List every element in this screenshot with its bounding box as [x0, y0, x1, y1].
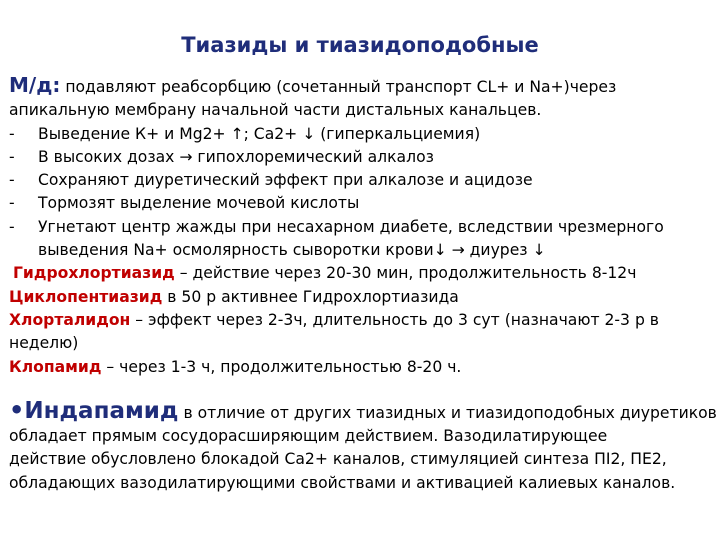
- dash-marker: -: [9, 194, 15, 213]
- drug-name: Гидрохлортиазид: [13, 264, 175, 283]
- drug-name: Клопамид: [9, 357, 102, 376]
- effect-item-5: [9, 216, 709, 239]
- effect-text-5: Угнетают центр жажды при несахарном диабете, вследствии чрезмерного: [38, 217, 664, 236]
- effect-item-1: [9, 123, 709, 146]
- drug-description: в 50 р активнее Гидрохлортиазида: [162, 287, 459, 306]
- effect-text-4: Тормозят выделение мочевой кислоты: [38, 194, 360, 213]
- effect-text-2: В высоких дозах → гипохлоремический алкалоз: [38, 147, 434, 166]
- slide-title: Тиазиды и тиазидоподобные: [181, 33, 539, 57]
- dash-marker: -: [9, 124, 15, 143]
- dash-marker: -: [9, 217, 15, 236]
- indapamide-line-3: действие обусловлено блокадой Ca2+ каналов, стимуляцией синтеза ПI2, ПЕ2,: [9, 450, 667, 469]
- indapamide-text-1: в отличие от других тиазидных и тиазидоподобных диуретиков: [178, 403, 717, 422]
- indapamide-line-4: обладающих вазодилатирующими свойствами и активацией калиевых каналов.: [9, 473, 676, 492]
- drug-name: Циклопентиазид: [9, 287, 163, 306]
- drug-description: – через 1-3 ч, продолжительностью 8-20 ч.: [101, 357, 462, 376]
- drug-chlorthalidone-continuation: неделю): [9, 334, 79, 353]
- indapamide-name: Индапамид: [24, 397, 179, 424]
- spacer: [9, 379, 709, 399]
- drug-clopamide: [9, 356, 709, 379]
- effect-text-3: Сохраняют диуретический эффект при алкалозе и ацидозе: [38, 171, 533, 190]
- effect-item-3: [9, 169, 709, 192]
- drug-chlorthalidone: [9, 309, 709, 332]
- mechanism-label: М/д:: [9, 73, 61, 97]
- dash-marker: -: [9, 147, 15, 166]
- slide-content: [9, 73, 717, 495]
- mechanism-line-1: [9, 74, 709, 99]
- drug-description: – действие через 20-30 мин, продолжительность 8-12ч: [174, 264, 637, 283]
- effect-text-1: Выведение К+ и Mg2+ ↑; Ca2+ ↓ (гиперкальциемия): [38, 124, 481, 143]
- effect-item-2: [9, 146, 709, 169]
- bullet-marker: •: [9, 395, 25, 424]
- drug-hydrochlorothiazide: [9, 262, 709, 285]
- drug-description: – эффект через 2-3ч, длительность до 3 сут (назначают 2-3 р в: [130, 310, 659, 329]
- effect-item-5-continuation: выведения Na+ осмолярность сыворотки крови↓ → диурез ↓: [38, 241, 546, 260]
- indapamide-line-2: обладает прямым сосудорасширяющим действием. Вазодилатирующее: [9, 427, 608, 446]
- mechanism-line-2: апикальную мембрану начальной части дистальных канальцев.: [9, 101, 542, 120]
- drug-name: Хлорталидон: [9, 310, 131, 329]
- mechanism-text-1: подавляют реабсорбцию (сочетанный транспорт CL+ и Na+)через: [60, 78, 617, 96]
- drug-cyclopenthiazide: [9, 286, 709, 309]
- indapamide-line-1: [9, 395, 717, 425]
- dash-marker: -: [9, 171, 15, 190]
- effect-item-4: [9, 192, 709, 215]
